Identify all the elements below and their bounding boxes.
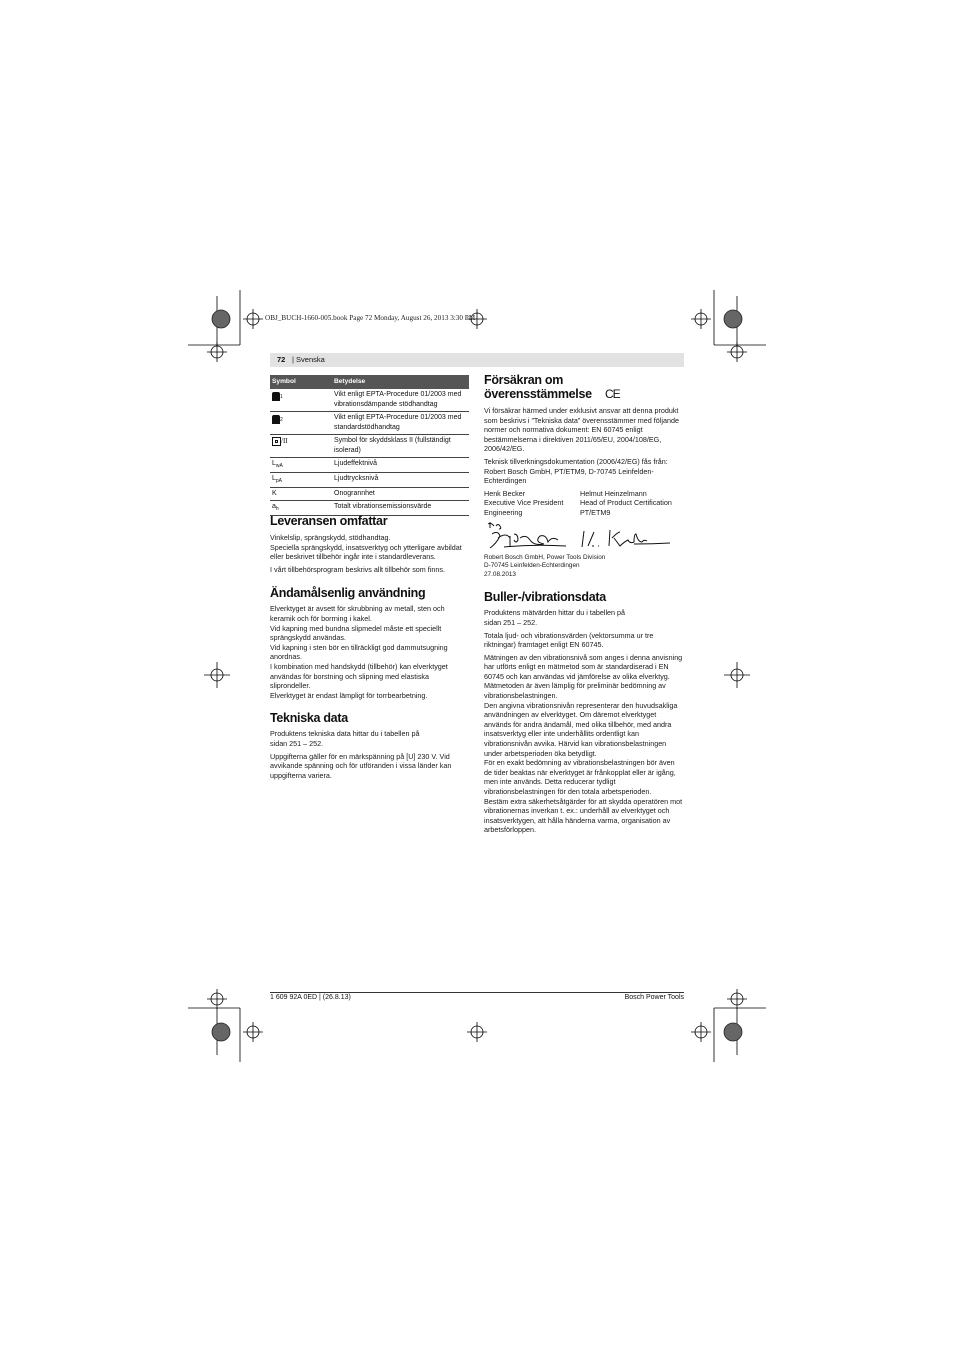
- intended-use-paragraph: Elverktyget är endast lämpligt för torrbearbetning.: [270, 690, 428, 700]
- left-column: [270, 514, 469, 780]
- company-line: Robert Bosch GmbH, Power Tools Division: [484, 553, 606, 561]
- table-cell-meaning: Vikt enligt EPTA-Procedure 01/2003 med vibrationsdämpande stödhandtag: [332, 389, 469, 412]
- table-cell-meaning: Symbol för skyddsklass II (fullständigt isolerad): [332, 435, 469, 458]
- print-info-line: OBJ_BUCH-1660-005.book Page 72 Monday, August 26, 2013 3:30 PM: [265, 314, 476, 322]
- noise-paragraph: Produktens mätvärden hittar du i tabellen på sidan 251 – 252.: [484, 608, 626, 627]
- table-row: [270, 412, 469, 435]
- signatory-left-title: Executive Vice President: [484, 498, 564, 508]
- symbol-sub: pA: [275, 478, 283, 484]
- section-title-intended-use: Ändamålsenlig användning: [270, 586, 426, 601]
- symbol-sub: 2: [280, 417, 283, 423]
- conformity-title-line2: överensstämmelse: [484, 387, 592, 401]
- noise-paragraph: Bestäm extra säkerhetsåtgärder för att skydda operatören mot vibrationernas inverkan t. ex.: underhåll av elverktyget och insatsverktygen, att hålla händerna varma, organisation av arbetsförloppen.: [484, 796, 683, 835]
- signatory-left-name: Henk Becker: [484, 488, 526, 498]
- noise-paragraph: För en exakt bedömning av vibrationsbelastningen bör även de tider beaktas när elverktyget är frånkopplat eller är igång, men inte används. Detta reducerar tydligt vibrationsbelastningen för den totala arbetsperioden.: [484, 758, 676, 796]
- right-column: [484, 373, 684, 835]
- symbol-text: L: [272, 475, 276, 482]
- technical-data-paragraph: Produktens tekniska data hittar du i tabellen på sidan 251 – 252.: [270, 729, 420, 748]
- symbol-text: /II: [281, 437, 288, 445]
- signatory-right-name: Helmut Heinzelmann: [580, 488, 647, 498]
- intended-use-paragraph: I kombination med handskydd (tillbehör) kan elverktyget användas för borstning och slipning med elastiska sliprondeller.: [270, 661, 448, 691]
- page-header: [270, 353, 684, 367]
- signatory-left-title: Engineering: [484, 507, 523, 517]
- section-title-noise-vibration: Buller-/vibrationsdata: [484, 590, 606, 605]
- conformity-title-line1: Försäkran om: [484, 373, 564, 387]
- handwritten-signatures: [484, 520, 684, 554]
- intended-use-paragraph: Vid kapning med bundna slipmedel måste ett speciellt sprängskydd användas.: [270, 623, 442, 643]
- weight-icon: [272, 415, 280, 424]
- symbol-text: L: [272, 460, 276, 467]
- table-header-meaning: Betydelse: [332, 375, 469, 389]
- table-cell-meaning: Ljudeffektnivå: [332, 458, 469, 473]
- noise-paragraph: Mätningen av den vibrationsnivå som anges i denna anvisning har utförts enligt en mätmetod som är standardiserad i EN 60745 och kan användas vid jämförelse av olika elverktyg. Mätmetoden är även lämplig för preliminär bedömning av vibrationsbelastningen.: [484, 652, 683, 701]
- table-row: [270, 488, 469, 501]
- table-cell-meaning: Vikt enligt EPTA-Procedure 01/2003 med standardstödhandtag: [332, 412, 469, 435]
- noise-paragraph: Den angivna vibrationsnivån representerar den huvudsakliga användningen av elverktyget. Om däremot elverktyget används för andra ändamål, med olika tillbehör, med andra insatsverktyg eller inte underhållits ordentligt kan vibrationsnivån avvika. Härvid kan vibrationsbelastningen under arbetsperioden öka betydligt.: [484, 700, 678, 758]
- conformity-paragraph: Teknisk tillverkningsdokumentation (2006/42/EG) fås från: Robert Bosch GmbH, PT/ETM9, D-70745 Leinfelden-Echterdingen: [484, 456, 668, 486]
- weight-icon: [272, 392, 280, 401]
- symbol-sub: wA: [275, 463, 283, 469]
- symbol-text: K: [272, 490, 277, 497]
- header-language: | Svenska: [292, 355, 325, 364]
- intended-use-paragraph: Vid kapning i sten bör en tillräckligt god dammutsugning anordnas.: [270, 642, 448, 662]
- table-row: [270, 458, 469, 473]
- delivery-paragraph: Vinkelslip, sprängskydd, stödhandtag.: [270, 533, 391, 542]
- table-cell-meaning: Totalt vibrationsemissionsvärde: [332, 501, 469, 516]
- table-row: [270, 473, 469, 488]
- symbol-sub: h: [275, 506, 279, 512]
- delivery-paragraph: Speciella sprängskydd, insatsverktyg och ytterligare avbildat eller beskrivet tillbehör ingår inte i standardleverans.: [270, 542, 462, 562]
- table-cell-meaning: Onogrannhet: [332, 488, 469, 501]
- signatory-right-title: PT/ETM9: [580, 507, 611, 517]
- table-row: [270, 435, 469, 458]
- section-title-delivery: Leveransen omfattar: [270, 514, 388, 528]
- footer-brand: Bosch Power Tools: [624, 994, 684, 1001]
- conformity-paragraph: Vi försäkrar härmed under exklusivt ansvar att denna produkt som beskrivs i ”Tekniska data” överensstämmer med följande normer och normativa dokument: EN 60745 enligt bestämmelserna i direktiven 2011/65/EU, 2004/108/EG, 2006/42/EG.: [484, 406, 679, 454]
- table-header-symbol: Symbol: [270, 375, 332, 389]
- section-title-technical-data: Tekniska data: [270, 711, 348, 726]
- symbol-text: a: [272, 503, 276, 510]
- company-line: D-70745 Leinfelden-Echterdingen: [484, 562, 580, 570]
- symbol-sub: 1: [280, 394, 283, 400]
- intended-use-paragraph: Elverktyget är avsett för skrubbning av metall, sten och keramik och för borrning i kakel.: [270, 604, 445, 623]
- footer-divider: [270, 992, 684, 993]
- table-row: [270, 389, 469, 412]
- signatory-right-title: Head of Product Certification: [580, 498, 672, 508]
- symbol-table: [270, 375, 469, 516]
- section-title-conformity: [484, 373, 684, 401]
- technical-data-paragraph: Uppgifterna gäller för en märkspänning på [U] 230 V. Vid avvikande spänning och för utföranden i vissa länder kan uppgifterna variera.: [270, 751, 452, 780]
- page-number: 72: [277, 355, 286, 364]
- protection-class-icon: [272, 437, 281, 446]
- ce-mark-icon: CE: [604, 387, 620, 401]
- signatories: [484, 489, 684, 518]
- footer-doc-number: 1 609 92A 0ED | (26.8.13): [270, 994, 351, 1001]
- date-line: 27.08.2013: [484, 570, 516, 578]
- delivery-paragraph: I vårt tillbehörsprogram beskrivs allt tillbehör som finns.: [270, 564, 445, 574]
- table-cell-meaning: Ljudtrycksnivå: [332, 473, 469, 488]
- noise-paragraph: Totala ljud- och vibrationsvärden (vektorsumma ur tre riktningar) framtaget enligt EN 60745.: [484, 630, 654, 650]
